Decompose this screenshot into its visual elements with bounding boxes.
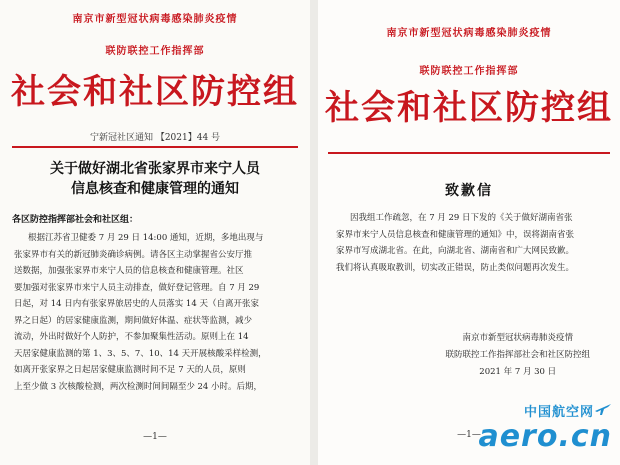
watermark-cn: 中国航空网 [523,405,594,420]
notice-body [14,230,300,395]
body-line: 界之日起）的居家健康监测，期间做好体温、症状等监测，减少 [14,315,253,326]
body-line: 家界市写成湖北省。在此，向湖北省、湖南省和广大网民致歉。 [336,246,575,256]
org-name-line2: 联防联控工作指挥部 [419,66,519,77]
body-line: 家界市来宁人员信息核查和健康管理的通知》中，误将湖南省张 [336,229,575,240]
airplane-icon [594,401,612,417]
letter-title: 致歉信 [445,183,493,199]
red-rule [12,146,298,148]
body-line: 送数据，加强张家界市来宁人员的信息核查和健康管理。社区 [14,266,244,276]
signature-line1: 南京市新型冠状病毒肺炎疫情 [462,333,573,343]
body-line: 根据江苏省卫健委 7 月 29 日 14:00 通知，近期，多地出现与 [28,233,264,243]
red-rule [328,152,610,154]
body-line: 天居家健康监测的第 1、3、5、7、10、14 天开展核酸采样检测， [14,348,267,359]
watermark-en: aero.cn [478,419,612,454]
org-name-line2: 联防联控工作指挥部 [105,46,205,57]
org-name-line1: 南京市新型冠状病毒感染肺炎疫情 [72,14,238,25]
notice-title-line1: 关于做好湖北省张家界市来宁人员 [50,161,260,177]
signature-line2: 联防联控工作指挥部社会和社区防控组 [445,350,590,360]
aero-cn-watermark [462,401,612,461]
body-line: 流动，外出时做好个人防护，不参加聚集性活动。原则上在 14 [14,332,249,342]
body-line: 我们将认真吸取教训，切实改正错误，防止类似问题再次发生。 [336,262,575,273]
body-line: 张家界市有关的新冠肺炎确诊病例。请各区主动掌握省公安厅推 [14,249,253,260]
group-title: 社会和社区防控组 [325,88,613,128]
page-number: —1— [457,430,481,440]
addressee: 各区防控指挥部社会和社区组： [12,215,139,225]
signature-block [445,330,590,381]
body-line: 上至少做 3 次核酸检测，两次检测时间间隔至少 24 小时。后期， [14,381,263,392]
page-number: —1— [143,432,167,442]
letter-body [336,210,608,276]
body-line: 日起，对 14 日内有张家界旅居史的人员落实 14 天（自离开张家 [14,299,259,309]
group-title: 社会和社区防控组 [11,72,299,112]
body-line: 如离开张家界之日起居家健康监测时间不足 7 天的人员，原则 [14,365,246,375]
notice-title-line2: 信息核查和健康管理的通知 [71,181,239,197]
signature-date: 2021 年 7 月 30 日 [479,367,557,377]
org-name-line1: 南京市新型冠状病毒感染肺炎疫情 [386,28,552,39]
document-number: 宁新冠社区通知 【2021】44 号 [89,133,221,143]
body-line: 因我组工作疏忽，在 7 月 29 日下发的《关于做好湖南省张 [350,213,573,223]
apology-page [318,0,620,465]
body-line: 要加强对张家界市来宁人员主动排查，做好登记管理。自 7 月 29 [14,282,260,293]
